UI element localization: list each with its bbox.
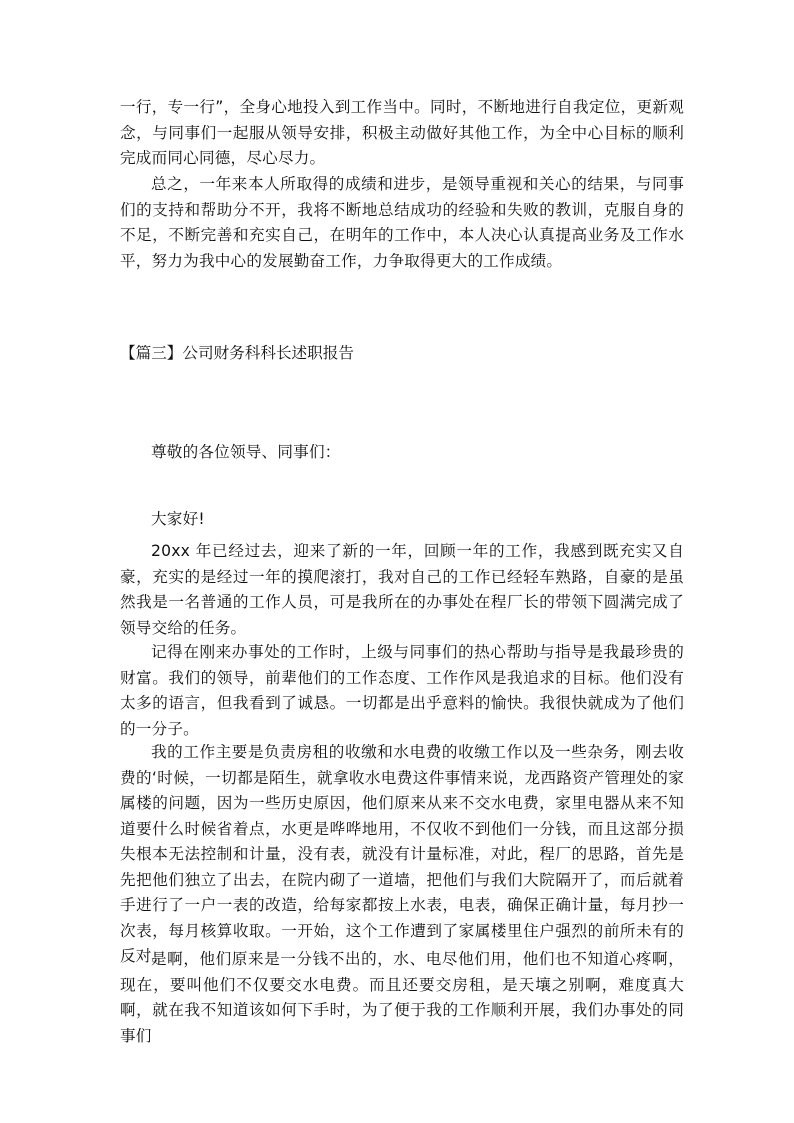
body-paragraph-2: 记得在刚来办事处的工作时，上级与同事们的热心帮助与指导是我最珍贵的财富。我们的领导，前辈他们的工作态度、工作作风是我追求的目标。他们没有太多的语言，但我看到了诚恳。一切都是出乎意料的愉快。我很快就成为了他们的一分子。 — [120, 643, 684, 738]
greeting: 大家好! — [151, 510, 205, 528]
paragraph-continuation: 一行，专一行”，全身心地投入到工作当中。同时，不断地进行自我定位，更新观念，与同事们一起服从领导安排，积极主动做好其他工作，为全中心目标的顺利完成而同心同德，尽心尽力。 — [120, 98, 684, 167]
section-title: 【篇三】公司财务科科长述职报告 — [120, 344, 354, 362]
paragraph-summary: 总之，一年来本人所取得的成绩和进步，是领导重视和关心的结果，与同事们的支持和帮助分不开，我将不断地总结成功的经验和失败的教训，克服自身的不足，不断完善和充实自己，在明年的工作中，本人决心认真提高业务及工作水平，努力为我中心的发展勤奋工作，力争取得更大的工作成绩。 — [120, 175, 684, 270]
salutation: 尊敬的各位领导、同事们： — [151, 443, 341, 461]
body-paragraph-1: 20xx 年已经过去，迎来了新的一年，回顾一年的工作，我感到既充实又自豪，充实的是经过一年的摸爬滚打，我对自己的工作已经轻车熟路，自豪的是虽然我是一名普通的工作人员，可是我所在的办事处在程厂长的带领下圆满完成了领导交给的任务。 — [120, 542, 684, 637]
body-paragraph-3: 我的工作主要是负责房租的收缴和水电费的收缴工作以及一些杂务，刚去收费的‘时候，一切都是陌生，就拿收水电费这件事情来说，龙西路资产管理处的家属楼的问题，因为一些历史原因，他们原来从来不交水电费，家里电器从来不知道要什么时候省着点，水更是哗哗地用，不仅收不到他们一分钱，而且这部分损失根本无法控制和计量，没有表，就没有计量标准，对此，程厂的思路，首先是先把他们独立了出去，在院内砌了一道墙，把他们与我们大院隔开了，而后就着手进行了一户一表的改造，给每家都按上水表，电表，确保正确计量，每月抄一次表，每月核算收取。一开始，这个工作遭到了家属楼里住户强烈的前所未有的反对。 — [120, 743, 684, 965]
body-paragraph-4: 是啊，他们原来是一分钱不出的，水、电尽他们用，他们也不知道心疼啊，现在，要叫他们不仅要交水电费。而且还要交房租，是天壤之别啊，难度真大啊，就在我不知道该如何下手时，为了便于我的工作顺利开展，我们办事处的同事们 — [120, 950, 684, 1045]
